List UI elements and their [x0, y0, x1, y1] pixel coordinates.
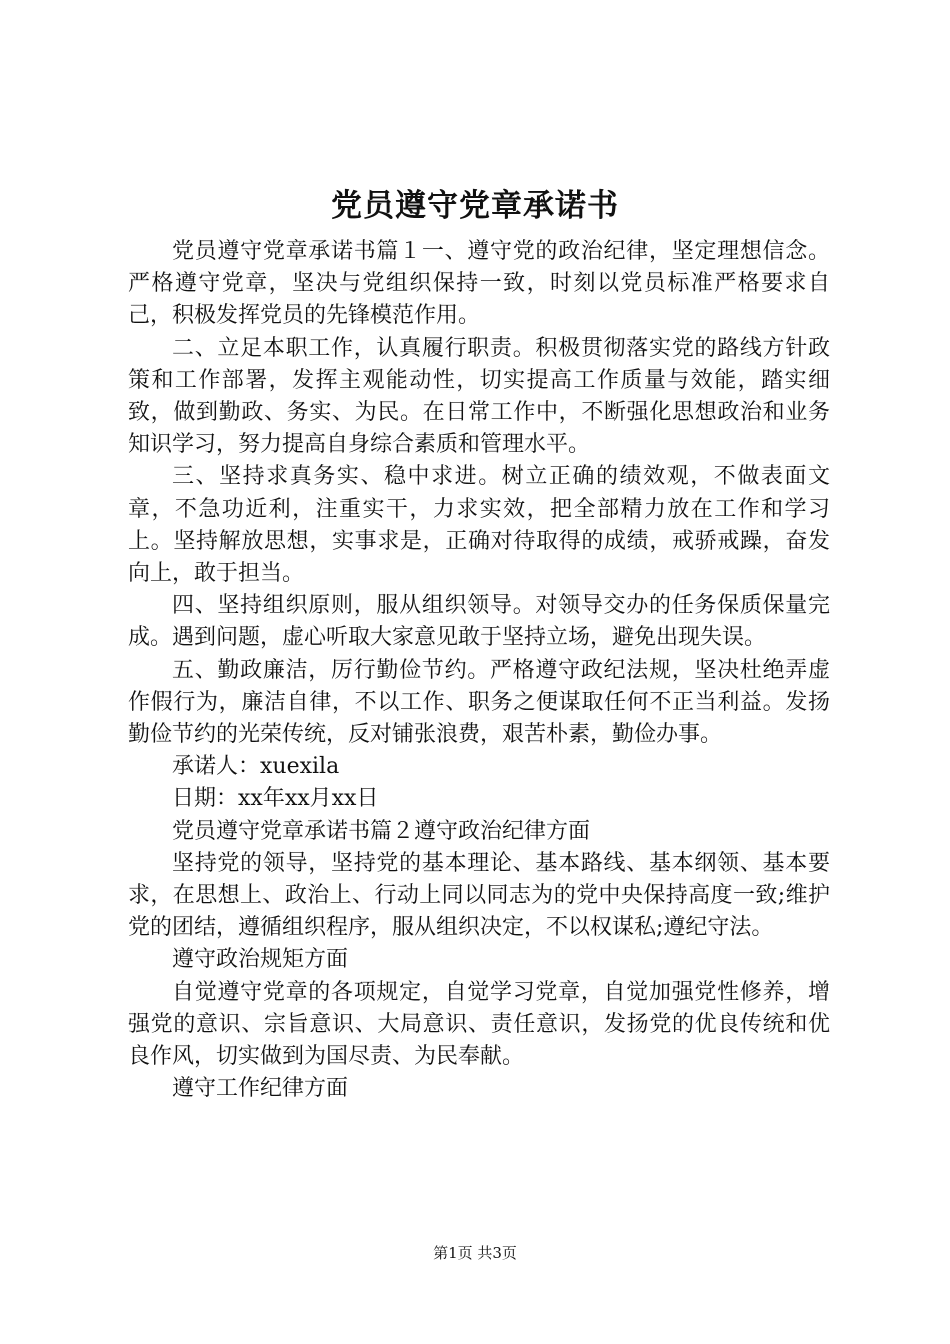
paragraph: 二、立足本职工作，认真履行职责。积极贯彻落实党的路线方针政策和工作部署，发挥主观能动性，切实提高工作质量与效能，踏实细致，做到勤政、务实、为民。在日常工作中，不断强化思想政治和业务知识学习，努力提高自身综合素质和管理水平。: [128, 335, 830, 458]
section-heading: 遵守工作纪律方面: [172, 1076, 349, 1102]
section-heading: 党员遵守党章承诺书篇２遵守政治纪律方面: [172, 818, 591, 844]
section-heading: 遵守政治规矩方面: [172, 947, 349, 973]
page-footer: 第1页 共3页: [433, 1244, 517, 1262]
document-title: 党员遵守党章承诺书: [331, 188, 619, 224]
signatory-line: 承诺人：xuexila: [172, 754, 340, 780]
document-body: [128, 236, 830, 1105]
date-line: 日期：xx年xx月xx日: [172, 786, 379, 812]
paragraph: 坚持党的领导，坚持党的基本理论、基本路线、基本纲领、基本要求，在思想上、政治上、行动上同以同志为的党中央保持高度一致;维护党的团结，遵循组织程序，服从组织决定，不以权谋私;遵纪守法。: [128, 850, 830, 941]
paragraph: 自觉遵守党章的各项规定，自觉学习党章，自觉加强党性修养，增强党的意识、宗旨意识、大局意识、责任意识，发扬党的优良传统和优良作风，切实做到为国尽责、为民奉献。: [128, 979, 830, 1070]
paragraph: 三、坚持求真务实、稳中求进。树立正确的绩效观，不做表面文章，不急功近利，注重实干，力求实效，把全部精力放在工作和学习上。坚持解放思想，实事求是，正确对待取得的成绩，戒骄戒躁，奋发向上，敢于担当。: [128, 464, 830, 587]
paragraph: 五、勤政廉洁，厉行勤俭节约。严格遵守政纪法规，坚决杜绝弄虚作假行为，廉洁自律，不以工作、职务之便谋取任何不正当利益。发扬勤俭节约的光荣传统，反对铺张浪费，艰苦朴素，勤俭办事。: [128, 657, 830, 748]
paragraph: 四、坚持组织原则，服从组织领导。对领导交办的任务保质保量完成。遇到问题，虚心听取大家意见敢于坚持立场，避免出现失误。: [128, 593, 830, 651]
paragraph: 党员遵守党章承诺书篇１一、遵守党的政治纪律，坚定理想信念。严格遵守党章，坚决与党组织保持一致，时刻以党员标准严格要求自己，积极发挥党员的先锋模范作用。: [128, 239, 830, 329]
